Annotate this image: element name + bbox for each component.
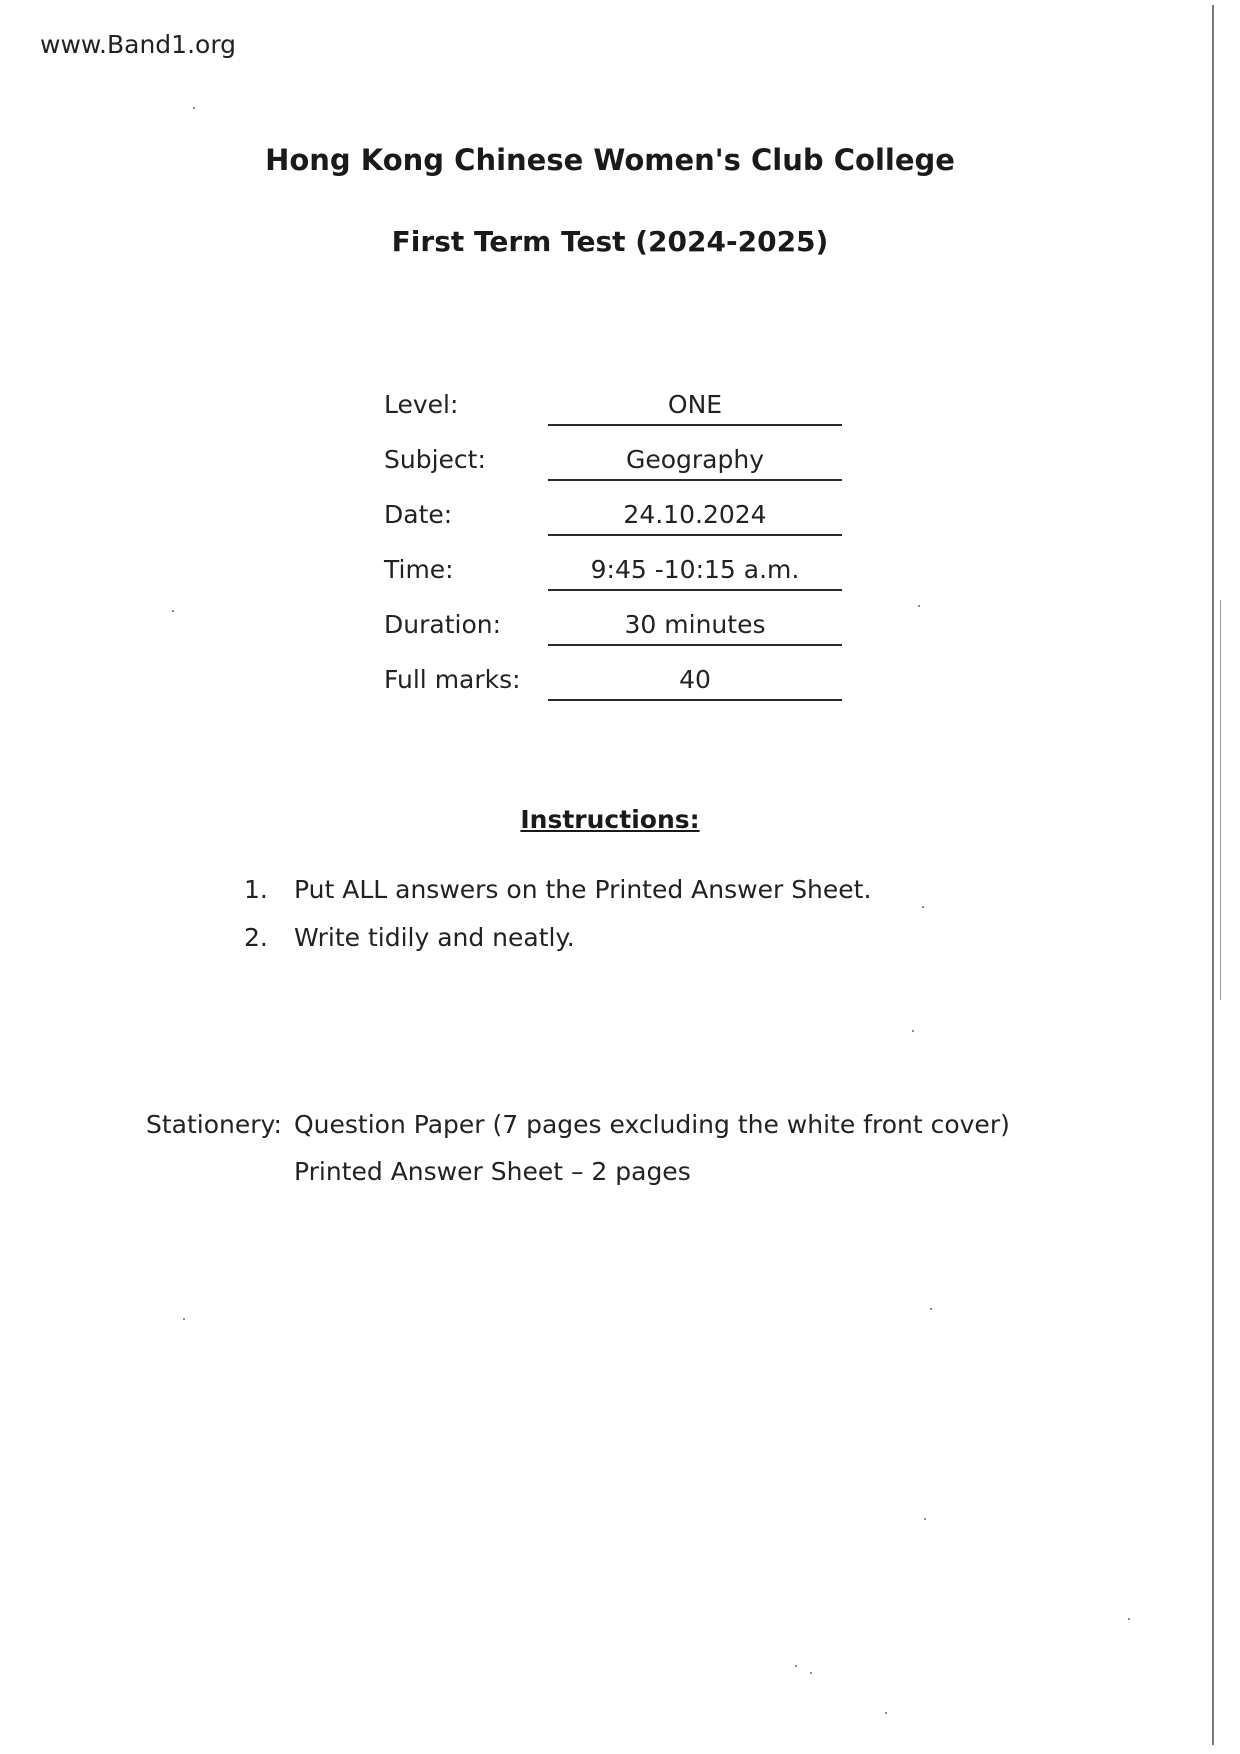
scan-speck xyxy=(1128,1618,1130,1620)
instruction-text: Put ALL answers on the Printed Answer Sheet. xyxy=(294,875,872,904)
info-value: ONE xyxy=(548,390,842,426)
info-row-time xyxy=(384,555,844,595)
scan-edge-line xyxy=(1220,600,1221,1000)
scan-speck xyxy=(183,1318,185,1320)
scan-speck xyxy=(930,1308,932,1310)
scan-speck xyxy=(193,107,195,109)
info-value: 30 minutes xyxy=(548,610,842,646)
info-row-level xyxy=(384,390,844,430)
info-label: Duration: xyxy=(384,610,502,639)
test-title: First Term Test (2024-2025) xyxy=(391,225,829,258)
scan-speck xyxy=(172,610,174,612)
instruction-number: 1. xyxy=(244,875,268,904)
info-row-subject xyxy=(384,445,844,485)
info-row-full-marks xyxy=(384,665,844,705)
scan-speck xyxy=(912,1030,914,1032)
scan-edge-line xyxy=(1212,5,1214,1745)
info-label: Time: xyxy=(384,555,454,584)
watermark-url: www.Band1.org xyxy=(40,30,237,59)
info-value: Geography xyxy=(548,445,842,481)
info-row-duration xyxy=(384,610,844,650)
scan-speck xyxy=(885,1712,887,1714)
scan-speck xyxy=(810,1672,812,1674)
stationery-label: Stationery: xyxy=(146,1110,282,1139)
info-value: 24.10.2024 xyxy=(548,500,842,536)
stationery-item: Printed Answer Sheet – 2 pages xyxy=(294,1157,691,1186)
instruction-item xyxy=(244,875,1044,909)
info-label: Date: xyxy=(384,500,453,529)
instructions-heading: Instructions: xyxy=(520,805,700,834)
school-name: Hong Kong Chinese Women's Club College xyxy=(265,143,955,177)
instruction-text: Write tidily and neatly. xyxy=(294,923,575,952)
scan-speck xyxy=(924,1518,926,1520)
instruction-number: 2. xyxy=(244,923,268,952)
info-row-date xyxy=(384,500,844,540)
info-label: Subject: xyxy=(384,445,486,474)
stationery-item: Question Paper (7 pages excluding the white front cover) xyxy=(294,1110,1010,1139)
info-label: Level: xyxy=(384,390,459,419)
info-value: 9:45 -10:15 a.m. xyxy=(548,555,842,591)
scan-speck xyxy=(918,605,920,607)
scan-speck xyxy=(922,906,924,908)
instruction-item xyxy=(244,923,1044,957)
scan-speck xyxy=(795,1665,797,1667)
info-value: 40 xyxy=(548,665,842,701)
info-label: Full marks: xyxy=(384,665,521,694)
